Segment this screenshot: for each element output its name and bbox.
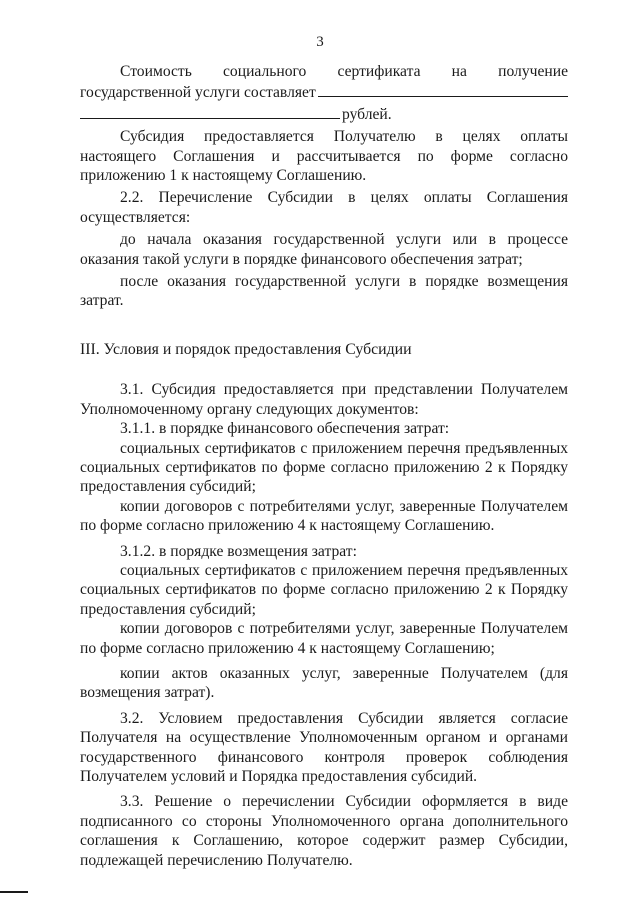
footnote-rule (0, 891, 28, 893)
cost-line-3 (80, 103, 568, 124)
cost-word: Стоимость (120, 63, 192, 80)
paragraph-after-service: после оказания государственной услуги в порядке возмещения затрат. (80, 273, 568, 310)
cost-word: сертификата (337, 63, 421, 80)
paragraph-3-3: 3.3. Решение о перечислении Субсидии оформляется в виде подписанного со стороны Уполномоченного органа дополнительного соглашения к Соглашению, которое содержит размер Субсидии, подлежащей перечислению Получателю. (80, 793, 568, 869)
paragraph-3-1-1-contracts: копии договоров с потребителями услуг, заверенные Получателем по форме согласно приложению 4 к настоящему Соглашению. (80, 497, 568, 535)
paragraph-3-1-2-acts: копии актов оказанных услуг, заверенные Получателем (для возмещения затрат). (80, 664, 568, 702)
paragraph-3-1-2: 3.1.2. в порядке возмещения затрат: (120, 542, 357, 560)
document-body (80, 62, 568, 870)
paragraph-3-1-2-contracts: копии договоров с потребителями услуг, заверенные Получателем по форме согласно приложению 4 к настоящему Соглашению; (80, 620, 568, 657)
section-heading: III. Условия и порядок предоставления Субсидии (80, 340, 412, 358)
cost-amount-blank (318, 81, 568, 97)
cost-word: социального (223, 63, 307, 80)
cost-currency: рублей. (342, 105, 392, 123)
page-number: 3 (316, 34, 324, 50)
paragraph-3-1-2-certificates: социальных сертификатов с приложением перечня предъявленных социальных сертификатов по форме согласно приложению 2 к Порядку предоставления субсидий; (80, 561, 568, 618)
paragraph-subsidy-purpose: Субсидия предоставляется Получателю в целях оплаты настоящего Соглашения и рассчитывается по форме согласно приложению 1 к настоящему Соглашению. (80, 128, 568, 185)
cost-line-1 (80, 62, 568, 81)
cost-word: на (451, 63, 467, 80)
paragraph-3-1-1: 3.1.1. в порядке финансового обеспечения затрат: (120, 420, 450, 438)
paragraph-3-1: 3.1. Субсидия предоставляется при представлении Получателем Уполномоченному органу следующих документов: (80, 381, 568, 418)
paragraph-3-1-1-certificates: социальных сертификатов с приложением перечня предъявленных социальных сертификатов по форме согласно приложению 2 к Порядку предоставления субсидий; (80, 439, 568, 496)
cost-line-2-text: государственной услуги составляет (80, 84, 316, 102)
cost-word: получение (498, 63, 568, 80)
paragraph-2-2: 2.2. Перечисление Субсидии в целях оплаты Соглашения осуществляется: (80, 189, 568, 226)
paragraph-3-2: 3.2. Условием предоставления Субсидии является согласие Получателя на осуществление Уполномоченным органом и органами государственного финансового контроля проверок соблюдения Получателем условий и Порядка предоставления субсидий. (80, 709, 568, 785)
cost-line-2 (80, 81, 568, 102)
cost-amount-words-blank (80, 103, 340, 119)
paragraph-before-service: до начала оказания государственной услуги или в процессе оказания такой услуги в порядке финансового обеспечения затрат; (80, 231, 568, 268)
